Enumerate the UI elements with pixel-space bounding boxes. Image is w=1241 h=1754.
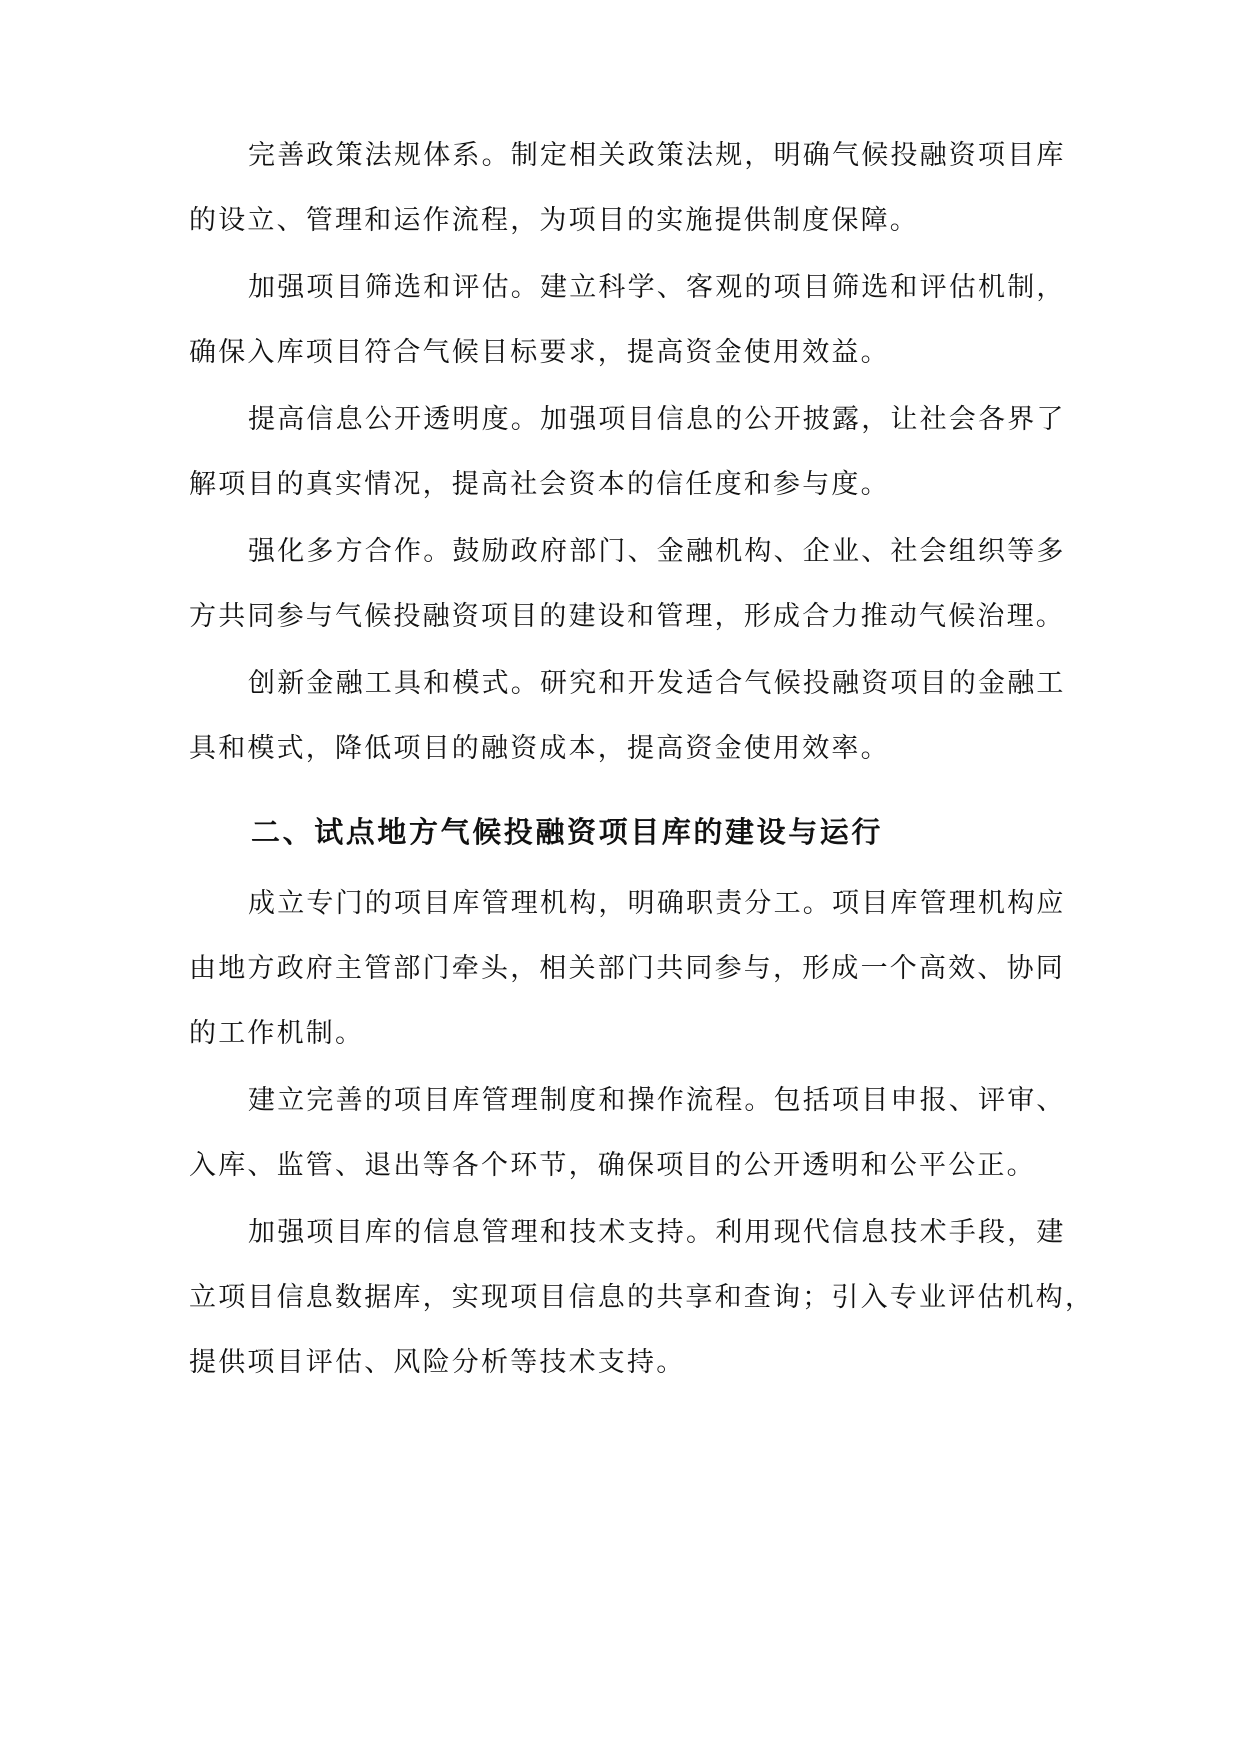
- paragraph-6-line-3: 的工作机制。: [189, 1018, 365, 1049]
- paragraph-1-line-2: 的设立、管理和运作流程，为项目的实施提供制度保障。: [189, 205, 919, 236]
- paragraph-8-line-3: 提供项目评估、风险分析等技术支持。: [189, 1347, 686, 1378]
- section-heading: 二、试点地方气候投融资项目库的建设与运行: [251, 815, 884, 849]
- paragraph-6-line-1: 成立专门的项目库管理机构，明确职责分工。项目库管理机构应: [248, 888, 1066, 919]
- paragraph-5-line-2: 具和模式，降低项目的融资成本，提高资金使用效率。: [189, 733, 890, 764]
- paragraph-8-line-2: 立项目信息数据库，实现项目信息的共享和查询；引入专业评估机构，: [189, 1282, 1095, 1313]
- paragraph-5-line-1: 创新金融工具和模式。研究和开发适合气候投融资项目的金融工: [248, 668, 1066, 699]
- paragraph-4-line-1: 强化多方合作。鼓励政府部门、金融机构、企业、社会组织等多: [248, 536, 1066, 567]
- paragraph-1-line-1: 完善政策法规体系。制定相关政策法规，明确气候投融资项目库: [248, 140, 1066, 171]
- paragraph-7-line-2: 入库、监管、退出等各个环节，确保项目的公开透明和公平公正。: [189, 1150, 1036, 1181]
- paragraph-3-line-2: 解项目的真实情况，提高社会资本的信任度和参与度。: [189, 469, 890, 500]
- paragraph-4-line-2: 方共同参与气候投融资项目的建设和管理，形成合力推动气候治理。: [189, 601, 1065, 632]
- paragraph-3-line-1: 提高信息公开透明度。加强项目信息的公开披露，让社会各界了: [248, 404, 1066, 435]
- paragraph-7-line-1: 建立完善的项目库管理制度和操作流程。包括项目申报、评审、: [248, 1085, 1066, 1116]
- paragraph-2-line-1: 加强项目筛选和评估。建立科学、客观的项目筛选和评估机制，: [248, 272, 1066, 303]
- paragraph-8-line-1: 加强项目库的信息管理和技术支持。利用现代信息技术手段，建: [248, 1217, 1066, 1248]
- paragraph-2-line-2: 确保入库项目符合气候目标要求，提高资金使用效益。: [189, 337, 890, 368]
- paragraph-6-line-2: 由地方政府主管部门牵头，相关部门共同参与，形成一个高效、协同: [189, 953, 1065, 984]
